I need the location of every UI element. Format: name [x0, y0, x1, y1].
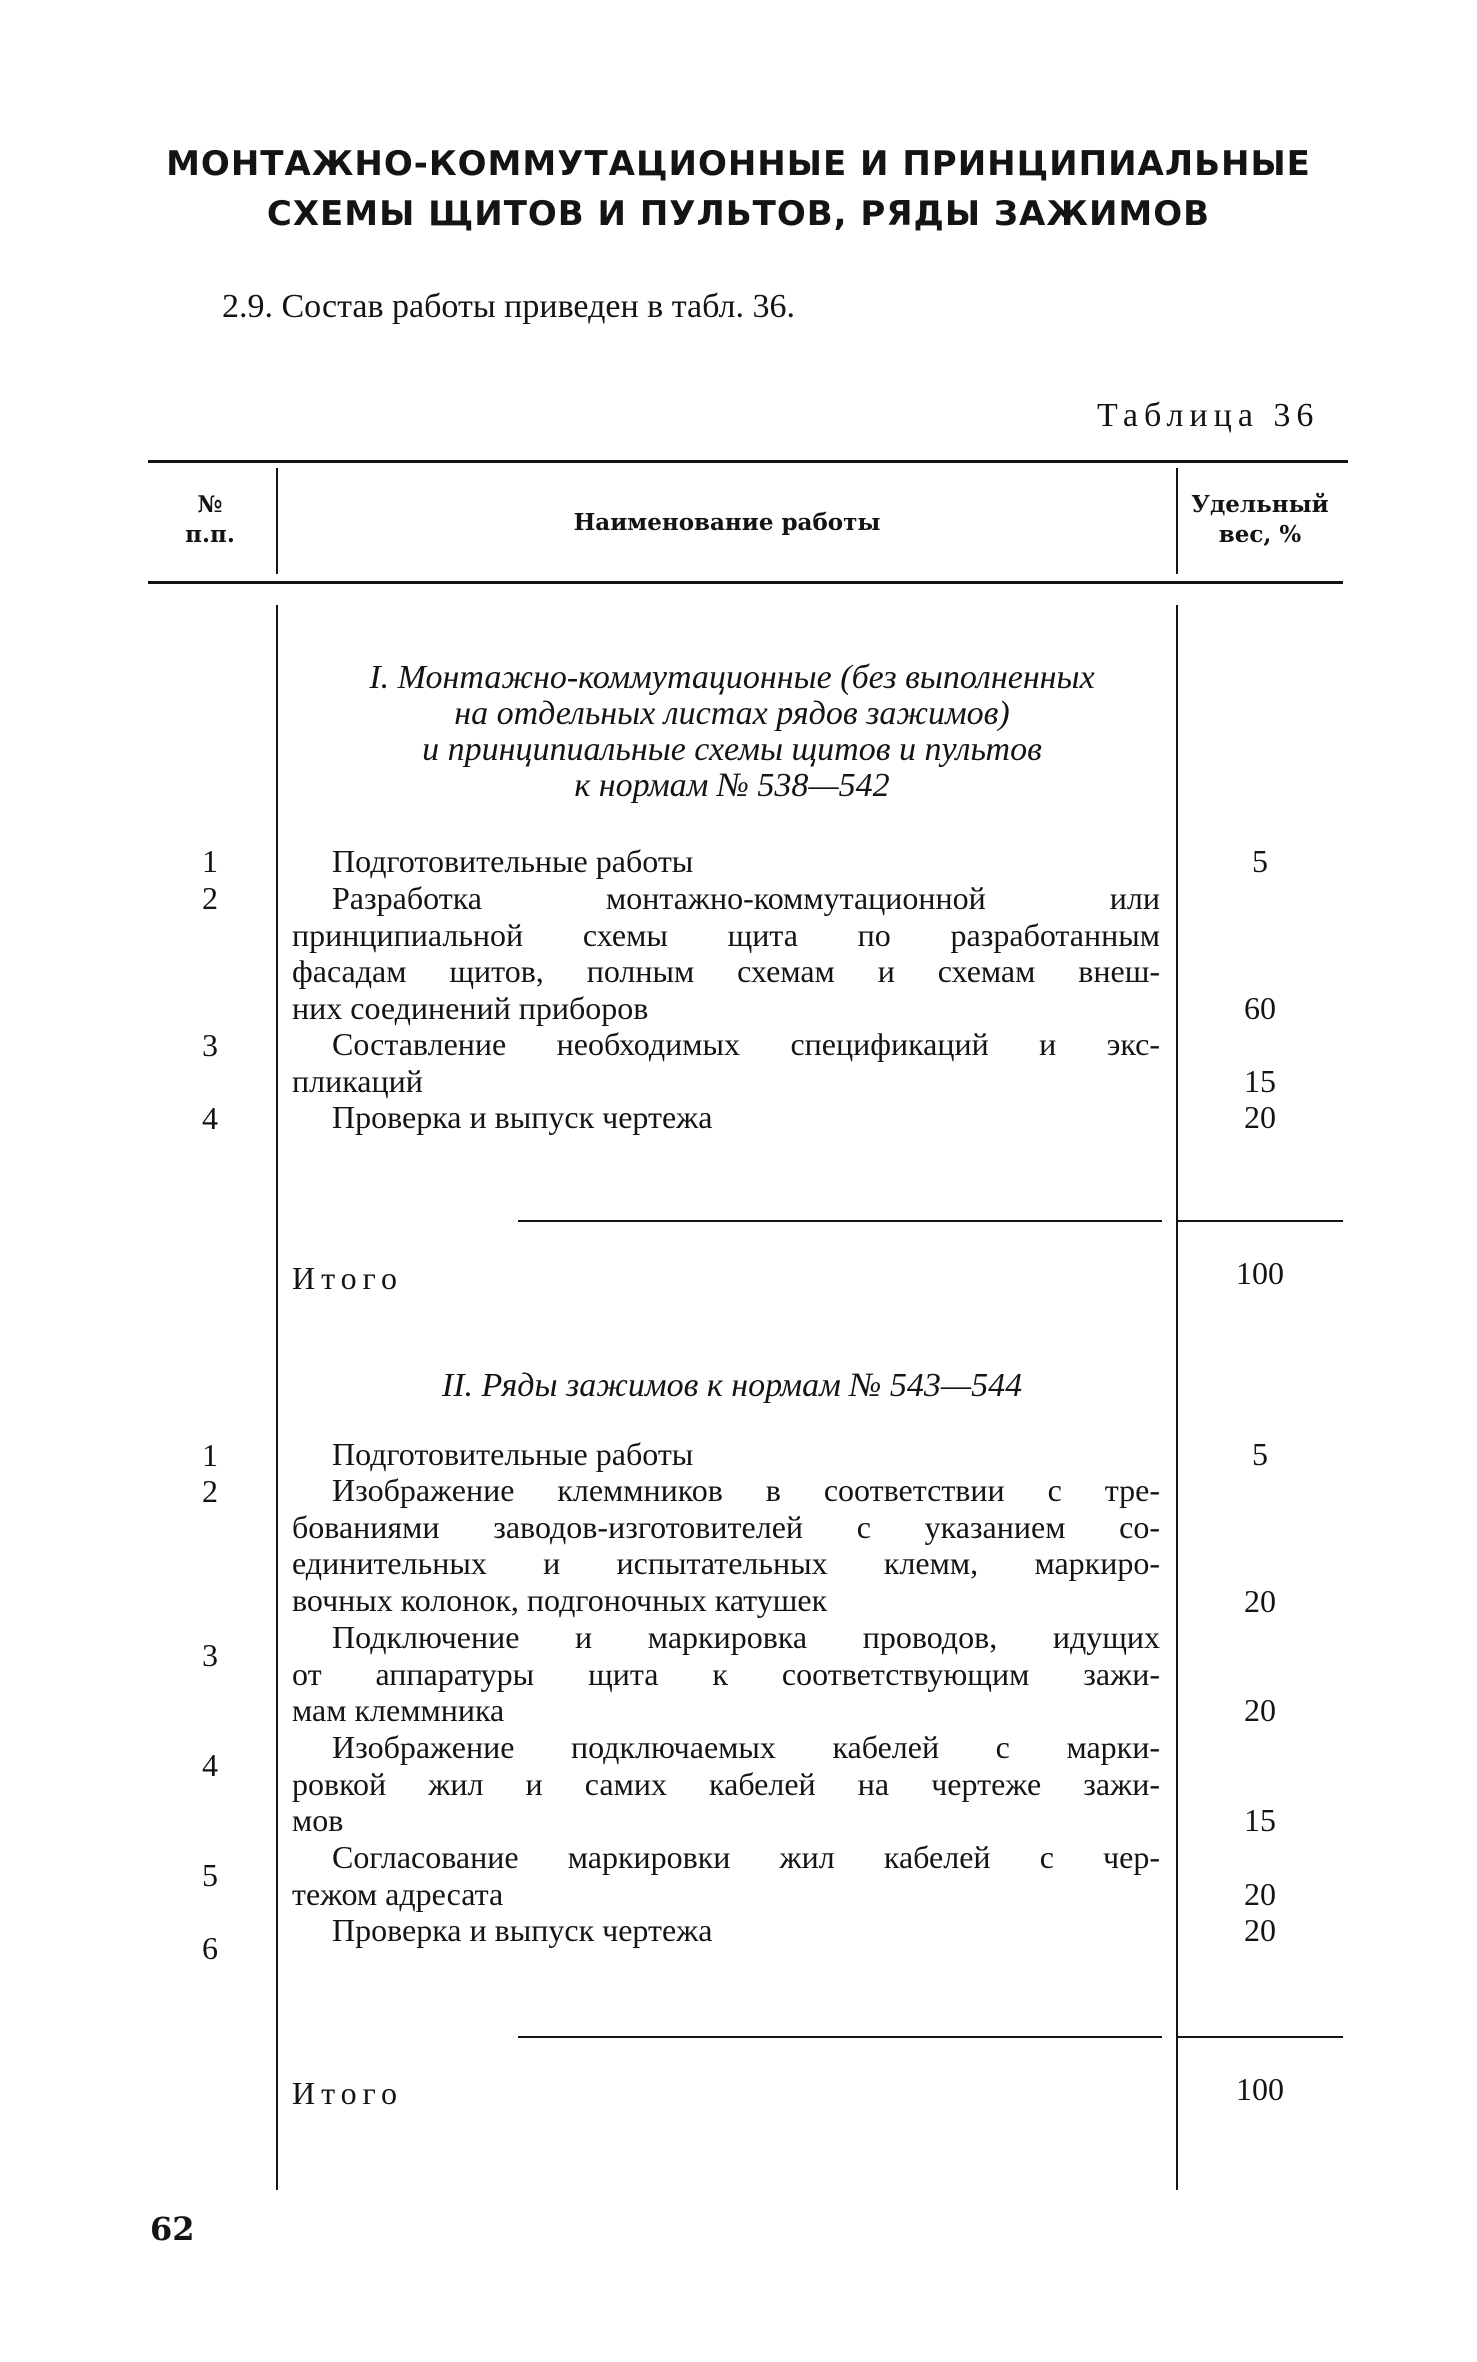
page-heading-line-2: СХЕМЫ ЩИТОВ И ПУЛЬТОВ, РЯДЫ ЗАЖИМОВ	[266, 194, 1211, 234]
s2-row-1-name	[292, 1436, 1160, 1473]
section-1-title-line: к нормам № 538—542	[574, 767, 890, 804]
row-text-line: Подготовительные работы	[332, 843, 694, 879]
header-divider-left	[276, 468, 278, 574]
s1-total-label: Итого	[292, 1260, 403, 1296]
s1-row-1-name	[292, 843, 1160, 880]
table-header-rule	[148, 581, 1343, 584]
s2-row-5-name	[292, 1839, 1160, 1912]
s2-row-2-num: 2	[202, 1473, 218, 1509]
s2-row-4-value: 15	[1244, 1802, 1276, 1838]
row-text-line: фасадам щитов, полным схемам и схемам внеш-	[292, 953, 1160, 989]
body-divider-right	[1176, 605, 1178, 2190]
row-text-line: Разработка монтажно-коммутационной или	[332, 880, 1160, 916]
s2-row-3-name	[292, 1619, 1160, 1729]
row-text-line: единительных и испытательных клемм, маркиро-	[292, 1545, 1160, 1581]
page-heading-line-1: МОНТАЖНО-КОММУТАЦИОННЫЕ И ПРИНЦИПИАЛЬНЫЕ	[166, 144, 1311, 184]
s1-row-4-name	[292, 1099, 1160, 1136]
row-text-line: мам клеммника	[292, 1692, 505, 1728]
s2-row-1-num: 1	[202, 1437, 218, 1473]
s1-row-4-num: 4	[202, 1100, 218, 1136]
s1-row-3-num: 3	[202, 1027, 218, 1063]
row-text-line: мов	[292, 1802, 344, 1838]
section-1-title	[292, 660, 1172, 804]
header-weight-line-2: вес, %	[1218, 521, 1302, 548]
s2-row-3-value: 20	[1244, 1692, 1276, 1728]
s1-row-1-value: 5	[1252, 843, 1268, 879]
section-2-title-line: II. Ряды зажимов к нормам № 543—544	[441, 1367, 1023, 1404]
header-name: Наименование работы	[573, 509, 881, 536]
s2-total-value: 100	[1236, 2071, 1284, 2107]
page-number: 62	[150, 2210, 195, 2248]
s2-total-label: Итого	[292, 2075, 403, 2111]
row-text-line: от аппаратуры щита к соответствующим зажи-	[292, 1655, 1160, 1692]
header-num	[150, 490, 270, 550]
row-text-line: тежом адресата	[292, 1875, 504, 1912]
body-divider-left	[276, 605, 278, 2190]
s1-total-rule-value	[1178, 1220, 1343, 1222]
intro-text: 2.9. Состав работы приведен в табл. 36.	[222, 288, 795, 325]
section-2-title	[292, 1368, 1172, 1404]
s2-row-6-name	[292, 1912, 1160, 1949]
row-text-line: Составление необходимых спецификаций и экс-	[332, 1026, 1160, 1062]
s2-total-rule-value	[1178, 2036, 1343, 2038]
s2-row-6-value: 20	[1244, 1912, 1276, 1948]
s2-row-5-num: 5	[202, 1857, 218, 1893]
s2-row-4-name	[292, 1729, 1160, 1839]
section-1-title-line: I. Монтажно-коммутационные (без выполненных	[369, 659, 1095, 696]
row-text-line: пликаций	[292, 1062, 423, 1099]
s1-row-1-num: 1	[202, 843, 218, 879]
s1-total-rule-name	[518, 1220, 1162, 1222]
s2-row-4-num: 4	[202, 1747, 218, 1783]
row-text-line: Согласование маркировки жил кабелей с чер-	[332, 1839, 1160, 1875]
s1-row-2-name	[292, 880, 1160, 1026]
s1-row-3-name	[292, 1026, 1160, 1099]
row-text-line: них соединений приборов	[292, 989, 649, 1026]
row-text-line: Изображение клеммников в соответствии с тре-	[332, 1472, 1160, 1508]
header-num-abbr: п.п.	[185, 521, 235, 548]
header-weight-line-1: Удельный	[1191, 491, 1329, 518]
s2-row-2-value: 20	[1244, 1583, 1276, 1619]
header-weight	[1178, 490, 1342, 550]
table-caption: Таблица 36	[1097, 397, 1320, 434]
s2-row-3-num: 3	[202, 1637, 218, 1673]
row-text-line: Проверка и выпуск чертежа	[332, 1099, 713, 1135]
row-text-line: Подключение и маркировка проводов, идущих	[332, 1619, 1160, 1655]
s2-row-6-num: 6	[202, 1930, 218, 1966]
row-text-line: Подготовительные работы	[332, 1436, 694, 1472]
section-1-title-line: на отдельных листах рядов зажимов)	[454, 695, 1010, 732]
header-num-symbol: №	[197, 491, 223, 518]
section-1-title-line: и принципиальные схемы щитов и пультов	[422, 731, 1042, 768]
row-text-line: вочных колонок, подгоночных катушек	[292, 1581, 828, 1618]
s2-total-rule-name	[518, 2036, 1162, 2038]
s1-row-2-value: 60	[1244, 990, 1276, 1026]
s1-row-3-value: 15	[1244, 1063, 1276, 1099]
s2-row-1-value: 5	[1252, 1436, 1268, 1472]
row-text-line: принципиальной схемы щита по разработанным	[292, 916, 1160, 953]
s1-row-4-value: 20	[1244, 1099, 1276, 1135]
row-text-line: Проверка и выпуск чертежа	[332, 1912, 713, 1948]
row-text-line: бованиями заводов-изготовителей с указанием со-	[292, 1508, 1160, 1545]
table-top-rule	[148, 460, 1348, 463]
row-text-line: Изображение подключаемых кабелей с марки-	[332, 1729, 1160, 1765]
s2-row-2-name	[292, 1472, 1160, 1618]
s2-row-5-value: 20	[1244, 1876, 1276, 1912]
s1-total-value: 100	[1236, 1255, 1284, 1291]
row-text-line: ровкой жил и самих кабелей на чертеже зажи-	[292, 1765, 1160, 1802]
s1-row-2-num: 2	[202, 880, 218, 916]
